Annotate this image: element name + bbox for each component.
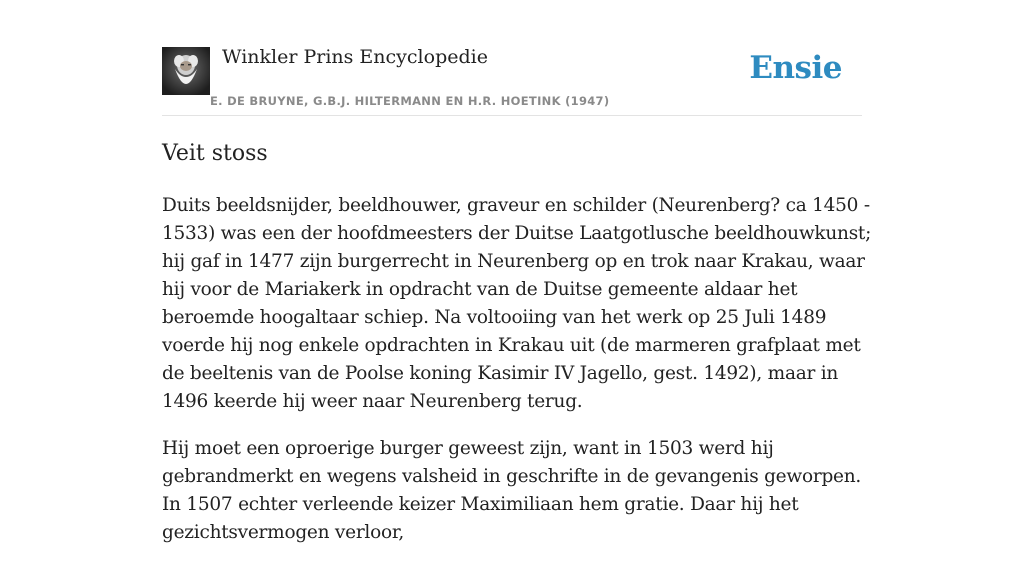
article-title: Veit stoss xyxy=(162,141,268,166)
authors-line: E. DE BRUYNE, G.B.J. HILTERMANN EN H.R. HOETINK (1947) xyxy=(210,94,610,108)
article-paragraph: Hij moet een oproerige burger geweest zijn, want in 1503 werd hij gebrandmerkt en wegens valsheid in geschrifte in de gevangenis geworpen. In 1507 echter verleende keizer Maximiliaan hem gratie. Daar hij het gezichtsvermogen verloor, xyxy=(162,438,862,543)
article-paragraph: Duits beeldsnijder, beeldhouwer, graveur en schilder (Neurenberg? ca 1450 - 1533) was een der hoofdmeesters der Duitse Laatgotlusche beeldhouwkunst; hij gaf in 1477 zijn burgerrecht in Neurenberg op en trok naar Krakau, waar hij voor de Mariakerk in opdracht van de Duitse gemeente aldaar het beroemde hoogaltaar schiep. Na voltooiing van het werk op 25 Juli 1489 voerde hij nog enkele opdrachten in Krakau uit (de marmeren grafplaat met de beeltenis van de Poolse koning Kasimir IV Jagello, gest. 1492), maar in 1496 keerde hij weer naar Neurenberg terug. xyxy=(162,195,872,412)
bearded-man-portrait-icon[interactable] xyxy=(162,47,210,95)
site-name[interactable]: Winkler Prins Encyclopedie xyxy=(222,46,488,68)
site-header xyxy=(162,46,862,116)
article-body xyxy=(162,192,874,566)
ensie-logo-link[interactable]: Ensie xyxy=(749,50,842,86)
